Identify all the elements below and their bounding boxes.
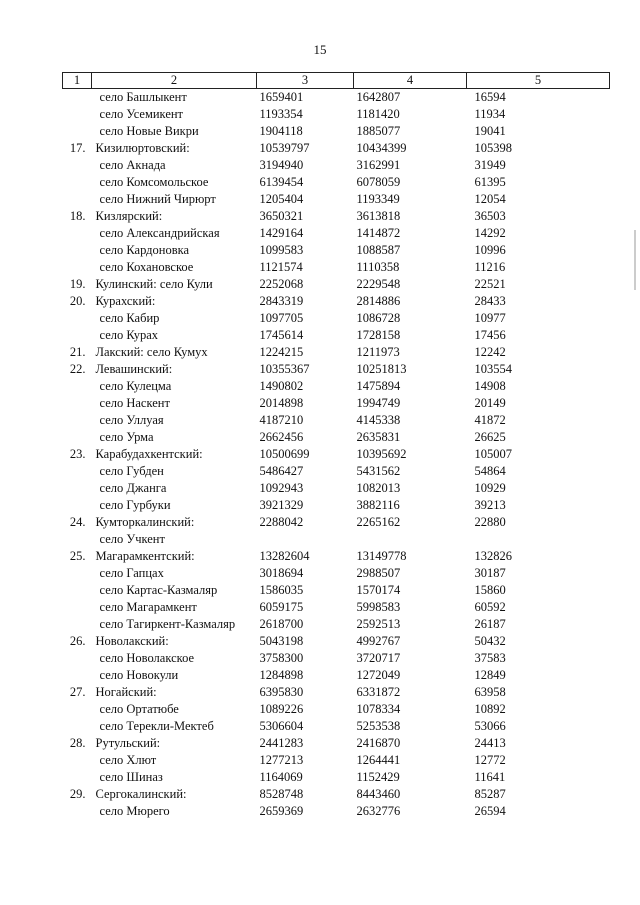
row-value-col4: 1264441 (356, 753, 401, 767)
row-value-col4: 2592513 (356, 617, 401, 631)
row-value-col5: 28433 (474, 294, 506, 308)
row-value-col5: 26187 (474, 617, 506, 631)
row-value-col3: 6395830 (259, 685, 304, 699)
row-number: 26. (69, 634, 86, 648)
budget-table (62, 72, 610, 820)
table-row (63, 276, 610, 293)
table-row (63, 531, 610, 548)
row-number: 24. (69, 515, 86, 529)
row-number (63, 718, 92, 735)
row-value-col3: 2618700 (259, 617, 304, 631)
table-row (63, 378, 610, 395)
row-value-col4: 1193349 (356, 192, 400, 206)
row-name: село Тагиркент-Казмаляр (99, 617, 236, 631)
row-number (63, 480, 92, 497)
row-name: Рутульский: (95, 736, 161, 750)
row-value-col4: 2814886 (356, 294, 401, 308)
table-row (63, 429, 610, 446)
row-name: село Джанга (99, 481, 167, 495)
row-number: 17. (69, 141, 86, 155)
row-name: село Новолакское (99, 651, 195, 665)
row-value-col4: 4992767 (356, 634, 401, 648)
table-row (63, 327, 610, 344)
row-value-col4: 13149778 (356, 549, 407, 563)
row-value-col3: 1586035 (259, 583, 304, 597)
row-value-col5: 37583 (474, 651, 506, 665)
row-value-col5: 41872 (474, 413, 506, 427)
row-value-col3: 1490802 (259, 379, 304, 393)
row-value-col4: 3720717 (356, 651, 401, 665)
row-value-col4: 3162991 (356, 158, 401, 172)
row-value-col4: 1414872 (356, 226, 401, 240)
table-row (63, 242, 610, 259)
table-row (63, 514, 610, 531)
row-number: 19. (69, 277, 86, 291)
row-value-col4: 1082013 (356, 481, 401, 495)
row-value-col4: 1088587 (356, 243, 401, 257)
page-number: 15 (313, 42, 327, 57)
row-number: 23. (69, 447, 86, 461)
row-value-col3: 1121574 (259, 260, 303, 274)
table-row (63, 140, 610, 157)
row-number (63, 531, 92, 548)
row-number (63, 123, 92, 140)
table-row (63, 106, 610, 123)
table-row (63, 191, 610, 208)
table-row (63, 446, 610, 463)
row-value-col4: 5998583 (356, 600, 401, 614)
row-value-col3: 4187210 (259, 413, 304, 427)
table-row (63, 123, 610, 140)
row-number: 25. (69, 549, 86, 563)
row-value-col3: 1089226 (259, 702, 304, 716)
row-name: село Курах (99, 328, 159, 342)
table-row (63, 480, 610, 497)
table-row (63, 225, 610, 242)
table-row (63, 259, 610, 276)
table-row (63, 497, 610, 514)
row-value-col3: 5306604 (259, 719, 304, 733)
table-row (63, 208, 610, 225)
header-col-2: 2 (92, 73, 257, 89)
row-number (63, 701, 92, 718)
table-row (63, 565, 610, 582)
row-value-col4: 1110358 (356, 260, 400, 274)
table-row (63, 361, 610, 378)
row-number (63, 174, 92, 191)
row-value-col3: 10500699 (259, 447, 310, 461)
row-value-col3: 1284898 (259, 668, 304, 682)
row-name: Магарамкентский: (95, 549, 195, 563)
table-row (63, 786, 610, 803)
row-value-col3: 2843319 (259, 294, 304, 308)
row-value-col5: 26594 (474, 804, 506, 818)
row-value-col4: 2632776 (356, 804, 401, 818)
row-value-col5: 30187 (474, 566, 506, 580)
row-value-col3: 1277213 (259, 753, 304, 767)
row-value-col3: 10355367 (259, 362, 310, 376)
row-name: село Картас-Казмаляр (99, 583, 218, 597)
row-value-col4: 4145338 (356, 413, 401, 427)
table-row (63, 395, 610, 412)
row-name: Кумторкалинский: (95, 515, 195, 529)
row-value-col4: 1570174 (356, 583, 401, 597)
row-value-col3: 2662456 (259, 430, 304, 444)
row-number (63, 599, 92, 616)
row-value-col5 (467, 531, 610, 548)
row-name: село Башлыкент (99, 90, 187, 104)
table-row (63, 718, 610, 735)
row-value-col3: 1092943 (259, 481, 304, 495)
table-row (63, 310, 610, 327)
row-value-col3 (257, 531, 354, 548)
table-row (63, 463, 610, 480)
row-value-col5: 17456 (474, 328, 506, 342)
row-value-col5: 53066 (474, 719, 506, 733)
row-value-col5: 10977 (474, 311, 506, 325)
row-value-col4: 6331872 (356, 685, 401, 699)
header-col-3: 3 (257, 73, 354, 89)
row-value-col3: 2252068 (259, 277, 304, 291)
table-row (63, 633, 610, 650)
table-row (63, 684, 610, 701)
row-number: 22. (69, 362, 86, 376)
row-value-col3: 3921329 (259, 498, 304, 512)
row-value-col3: 10539797 (259, 141, 310, 155)
row-value-col5: 39213 (474, 498, 506, 512)
row-name: село Терекли-Мектеб (99, 719, 214, 733)
row-name: село Ортатюбе (99, 702, 179, 716)
row-value-col3: 2288042 (259, 515, 304, 529)
row-name: село Губден (99, 464, 164, 478)
row-number (63, 667, 92, 684)
row-value-col4: 5253538 (356, 719, 401, 733)
row-number (63, 259, 92, 276)
row-name: село Наскент (99, 396, 170, 410)
row-value-col5: 132826 (474, 549, 512, 563)
row-name: село Новокули (99, 668, 179, 682)
row-value-col4: 2988507 (356, 566, 401, 580)
row-number (63, 463, 92, 480)
row-name: село Кардоновка (99, 243, 190, 257)
row-number (63, 327, 92, 344)
row-number (63, 225, 92, 242)
row-number: 20. (69, 294, 86, 308)
row-value-col5: 31949 (474, 158, 506, 172)
row-number (63, 769, 92, 786)
table-row (63, 174, 610, 191)
row-number: 18. (69, 209, 86, 223)
row-value-col4: 1078334 (356, 702, 401, 716)
row-value-col3: 8528748 (259, 787, 304, 801)
row-name: село Хлют (99, 753, 157, 767)
row-name: село Шиназ (99, 770, 163, 784)
row-number (63, 803, 92, 820)
row-name: село Кулецма (99, 379, 172, 393)
row-name: село Учкент (99, 532, 165, 546)
row-name: село Гапцах (99, 566, 164, 580)
row-number (63, 565, 92, 582)
row-name: Новолакский: (95, 634, 169, 648)
row-value-col3: 1224215 (259, 345, 304, 359)
row-value-col4 (354, 531, 467, 548)
header-row (63, 73, 610, 89)
table-row (63, 599, 610, 616)
row-value-col5: 50432 (474, 634, 506, 648)
row-number (63, 89, 92, 107)
table-row (63, 89, 610, 107)
row-name: село Кохановское (99, 260, 194, 274)
row-number: 29. (69, 787, 86, 801)
row-value-col5: 19041 (474, 124, 506, 138)
row-name: село Александрийская (99, 226, 220, 240)
row-number (63, 378, 92, 395)
row-value-col3: 1205404 (259, 192, 304, 206)
row-value-col4: 2265162 (356, 515, 401, 529)
table-row (63, 412, 610, 429)
table-row (63, 616, 610, 633)
row-value-col5: 10892 (474, 702, 506, 716)
row-value-col5: 14908 (474, 379, 506, 393)
row-value-col3: 1745614 (259, 328, 304, 342)
row-value-col3: 1097705 (259, 311, 304, 325)
row-value-col4: 1994749 (356, 396, 401, 410)
row-value-col5: 103554 (474, 362, 512, 376)
row-name: село Магарамкент (99, 600, 197, 614)
row-value-col5: 12772 (474, 753, 506, 767)
row-value-col3: 5043198 (259, 634, 304, 648)
row-value-col3: 6059175 (259, 600, 304, 614)
row-name: село Усемикент (99, 107, 184, 121)
row-value-col3: 3758300 (259, 651, 304, 665)
row-value-col5: 24413 (474, 736, 506, 750)
row-value-col5: 85287 (474, 787, 506, 801)
row-value-col3: 1164069 (259, 770, 303, 784)
row-value-col3: 2659369 (259, 804, 304, 818)
row-value-col4: 5431562 (356, 464, 401, 478)
row-name: Левашинский: (95, 362, 173, 376)
row-value-col5: 61395 (474, 175, 506, 189)
row-number: 21. (69, 345, 86, 359)
row-value-col4: 10434399 (356, 141, 407, 155)
row-value-col3: 1659401 (259, 90, 304, 104)
row-value-col5: 14292 (474, 226, 506, 240)
row-name: село Кабир (99, 311, 160, 325)
row-value-col4: 1728158 (356, 328, 401, 342)
header-col-4: 4 (354, 73, 467, 89)
row-value-col4: 2229548 (356, 277, 401, 291)
table-row (63, 582, 610, 599)
row-value-col3: 1099583 (259, 243, 304, 257)
row-value-col4: 1475894 (356, 379, 401, 393)
row-number (63, 752, 92, 769)
row-name: Кулинский: село Кули (95, 277, 213, 291)
row-value-col4: 1211973 (356, 345, 400, 359)
row-value-col4: 3613818 (356, 209, 401, 223)
row-name: село Уллуая (99, 413, 164, 427)
table-row (63, 735, 610, 752)
table-row (63, 752, 610, 769)
row-name: село Гурбуки (99, 498, 171, 512)
row-number (63, 242, 92, 259)
row-number (63, 310, 92, 327)
row-number (63, 395, 92, 412)
row-number (63, 106, 92, 123)
row-value-col5: 54864 (474, 464, 506, 478)
row-value-col3: 2441283 (259, 736, 304, 750)
row-name: село Новые Викри (99, 124, 199, 138)
scan-mark (634, 230, 636, 290)
row-value-col5: 11641 (474, 770, 506, 784)
row-value-col5: 10996 (474, 243, 506, 257)
row-name: село Нижний Чирюрт (99, 192, 216, 206)
row-number (63, 497, 92, 514)
row-value-col5: 12849 (474, 668, 506, 682)
table-row (63, 548, 610, 565)
table-row (63, 769, 610, 786)
row-value-col5: 105007 (474, 447, 512, 461)
row-name: Кизилюртовский: (95, 141, 190, 155)
row-name: село Урма (99, 430, 154, 444)
row-value-col3: 5486427 (259, 464, 304, 478)
row-value-col3: 13282604 (259, 549, 310, 563)
row-name: Курахский: (95, 294, 156, 308)
row-number (63, 429, 92, 446)
row-value-col4: 1181420 (356, 107, 400, 121)
row-value-col4: 2416870 (356, 736, 401, 750)
row-name: Карабудахкентский: (95, 447, 203, 461)
header-col-1: 1 (63, 73, 92, 89)
row-value-col4: 3882116 (356, 498, 400, 512)
row-name: село Комсомольское (99, 175, 209, 189)
row-value-col5: 22521 (474, 277, 506, 291)
row-value-col5: 15860 (474, 583, 506, 597)
row-number: 27. (69, 685, 86, 699)
row-value-col4: 1086728 (356, 311, 401, 325)
row-number (63, 650, 92, 667)
row-value-col5: 105398 (474, 141, 512, 155)
row-number (63, 582, 92, 599)
row-value-col3: 1193354 (259, 107, 303, 121)
row-value-col4: 1272049 (356, 668, 401, 682)
row-value-col3: 1429164 (259, 226, 304, 240)
row-number (63, 412, 92, 429)
row-value-col5: 12242 (474, 345, 506, 359)
row-number: 28. (69, 736, 86, 750)
row-name: Сергокалинский: (95, 787, 187, 801)
row-value-col5: 22880 (474, 515, 506, 529)
row-value-col4: 6078059 (356, 175, 401, 189)
row-value-col4: 10395692 (356, 447, 407, 461)
row-name: село Акнада (99, 158, 166, 172)
row-value-col3: 3194940 (259, 158, 304, 172)
row-value-col5: 11934 (474, 107, 506, 121)
row-value-col3: 3650321 (259, 209, 304, 223)
row-value-col3: 6139454 (259, 175, 304, 189)
row-value-col4: 2635831 (356, 430, 401, 444)
row-value-col5: 12054 (474, 192, 506, 206)
table-row (63, 157, 610, 174)
row-name: Лакский: село Кумух (95, 345, 208, 359)
table-row (63, 650, 610, 667)
row-value-col4: 1642807 (356, 90, 401, 104)
row-name: Ногайский: (95, 685, 157, 699)
row-value-col5: 36503 (474, 209, 506, 223)
row-number (63, 616, 92, 633)
table-body (63, 89, 610, 821)
row-value-col3: 3018694 (259, 566, 304, 580)
table-row (63, 701, 610, 718)
row-value-col5: 60592 (474, 600, 506, 614)
row-name: село Мюрего (99, 804, 170, 818)
row-value-col4: 8443460 (356, 787, 401, 801)
row-value-col5: 63958 (474, 685, 506, 699)
row-name: Кизлярский: (95, 209, 163, 223)
row-number (63, 157, 92, 174)
row-value-col5: 11216 (474, 260, 506, 274)
row-value-col5: 10929 (474, 481, 506, 495)
row-number (63, 191, 92, 208)
table-row (63, 667, 610, 684)
row-value-col5: 26625 (474, 430, 506, 444)
header-col-5: 5 (467, 73, 610, 89)
table-row (63, 803, 610, 820)
row-value-col5: 16594 (474, 90, 506, 104)
row-value-col4: 1885077 (356, 124, 401, 138)
table-header (63, 73, 610, 89)
row-value-col4: 1152429 (356, 770, 400, 784)
row-value-col4: 10251813 (356, 362, 407, 376)
row-value-col3: 1904118 (259, 124, 303, 138)
row-value-col3: 2014898 (259, 396, 304, 410)
table-row (63, 344, 610, 361)
row-value-col5: 20149 (474, 396, 506, 410)
table-row (63, 293, 610, 310)
